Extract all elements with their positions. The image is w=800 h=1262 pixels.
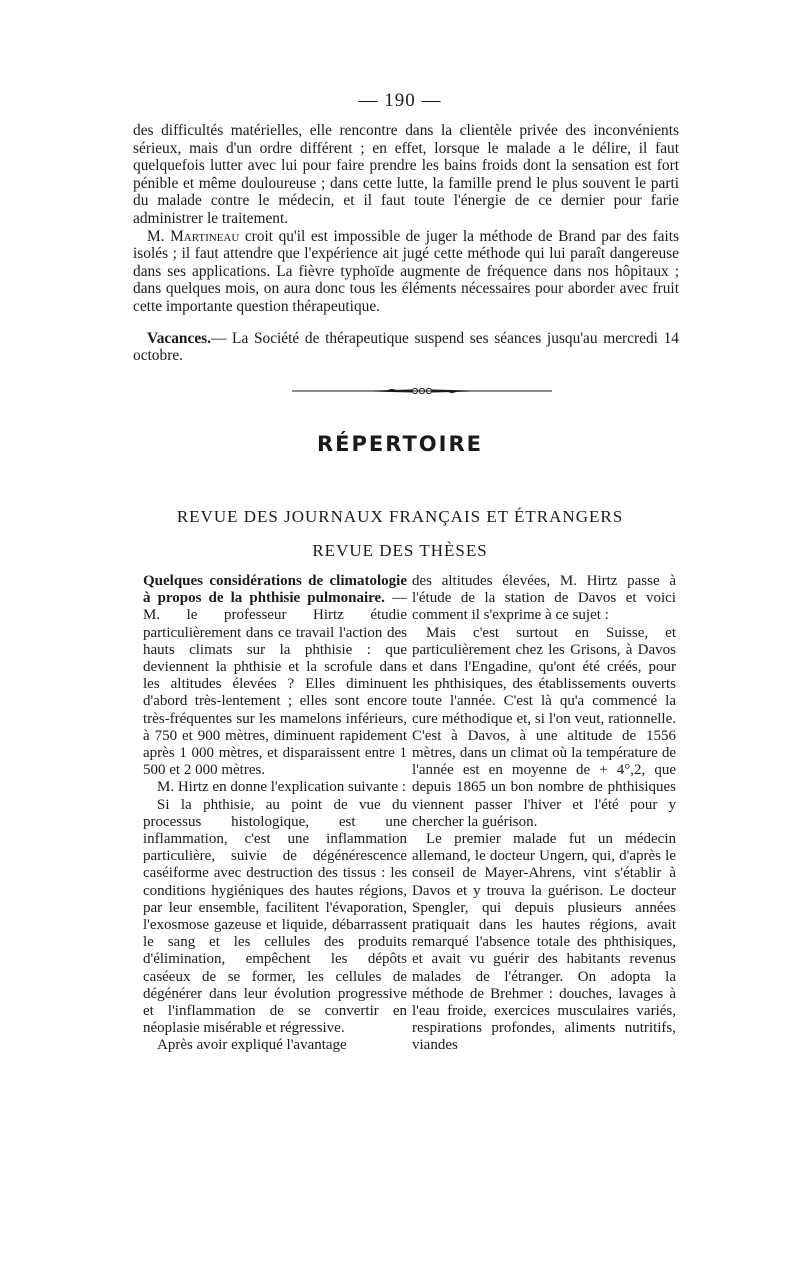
vacances-text: — La Société de thérapeutique suspend ses séances jusqu'au mercredi 14 octobre.: [133, 329, 679, 365]
left-column: [143, 573, 407, 1055]
ornamental-rule: [292, 386, 552, 396]
article-title: Quelques considérations de climatologie à propos de la phthisie pulmonaire.: [143, 573, 407, 607]
subheading-revue-theses: REVUE DES THÈSES: [312, 541, 488, 560]
article-first-paragraph: [143, 573, 407, 779]
article-intro-text: — M. le professeur Hirtz étudie particulièrement dans ce travail l'action des hauts climats sur la phthisie : que deviennent la phthisie et la scrofule dans les altitudes élevées ? Elles diminuent d'abord très-lentement ; elles sont encore très-fréquentes sur les mamelons inférieurs, à 750 et 900 mètres, diminuent rapidement après 1 000 mètres, et disparaissent entre 1 500 et 2 000 mètres.: [143, 590, 407, 779]
vacances-label: Vacances.: [147, 329, 211, 347]
paragraph-martineau: [133, 228, 679, 316]
right-paragraph-1: des altitudes élevées, M. Hirtz passe à l'étude de la station de Davos et voici comment il s'exprime à ce sujet :: [412, 573, 676, 624]
subheading-revue-journaux: REVUE DES JOURNAUX FRANÇAIS ET ÉTRANGERS: [176, 507, 624, 526]
right-paragraph-3: Le premier malade fut un médecin allemand, le docteur Ungern, qui, d'après le conseil de Mayer-Ahrens, vint s'établir à Davos et y trouva la guérison. Le docteur Spengler, qui depuis plusieurs années pratiquait dans les hautes régions, avait remarqué l'absence totale des phthisiques, et avait vu guérir des habitants revenus malades de l'étranger. On adopta la méthode de Brehmer : douches, lavages à l'eau froide, exercices musculaires variés, respirations profondes, aliments nutritifs, viandes: [412, 831, 676, 1054]
page-number: — 190 —: [358, 90, 442, 111]
right-paragraph-2: Mais c'est surtout en Suisse, et particulièrement chez les Grisons, à Davos et dans l'Engadine, qu'ont été créés, pour les phthisiques, des établissements ouverts toute l'année. C'est là qu'a commencé la cure méthodique et, si l'on veut, rationnelle. C'est à Davos, à une altitude de 1556 mètres, dans un climat où la température de l'année est en moyenne de + 4°,2, que depuis 1865 un bon nombre de phthisiques viennent passer l'hiver et l'été pour y chercher la guérison.: [412, 624, 676, 830]
left-paragraph-4: Après avoir expliqué l'avantage: [157, 1037, 347, 1054]
right-column: [412, 573, 676, 1055]
paragraph-vacances: [133, 330, 679, 365]
left-paragraph-2: M. Hirtz en donne l'explication suivante :: [157, 779, 406, 796]
top-text-block: [133, 122, 679, 365]
speaker-name: M. Martineau: [147, 227, 240, 245]
section-heading-repertoire: RÉPERTOIRE: [317, 432, 483, 456]
left-paragraph-3: Si la phthisie, au point de vue du processus histologique, est une inflammation, c'est une inflammation particulière, suivie de dégénérescence caséiforme avec destruction des tissus : les conditions hygiéniques des hautes régions, par leur ensemble, facilitent l'évaporation, l'exosmose gazeuse et liquide, débarrassent le sang et les cellules des produits d'élimination, empêchent les dépôts caséeux de se former, les cellules de dégénérer dans leur évolution progressive et l'inflammation de se convertir en néoplasie misérable et régressive.: [143, 796, 407, 1037]
paragraph-continuation: des difficultés matérielles, elle rencontre dans la clientèle privée des inconvénients sérieux, mais d'un ordre différent ; en effet, lorsque le malade a le délire, il faut quelquefois lutter avec lui pour faire prendre les bains froids dont la sensation est fort pénible et même douloureuse ; dans cette lutte, la famille prend le plus souvent le parti du malade contre le médecin, et il faut toute l'énergie de ce dernier pour farie administrer le traitement.: [133, 122, 679, 227]
paragraph-martineau-text: croit qu'il est impossible de juger la méthode de Brand par des faits isolés ; il faut attendre que l'expérience ait jugé cette méthode qui lui paraît dangereuse dans ses applications. La fièvre typhoïde augmente de fréquence dans nos hôpitaux ; dans quelques mois, on aura donc tous les éléments nécessaires pour aborder avec fruit cette importante question thérapeutique.: [133, 227, 679, 315]
